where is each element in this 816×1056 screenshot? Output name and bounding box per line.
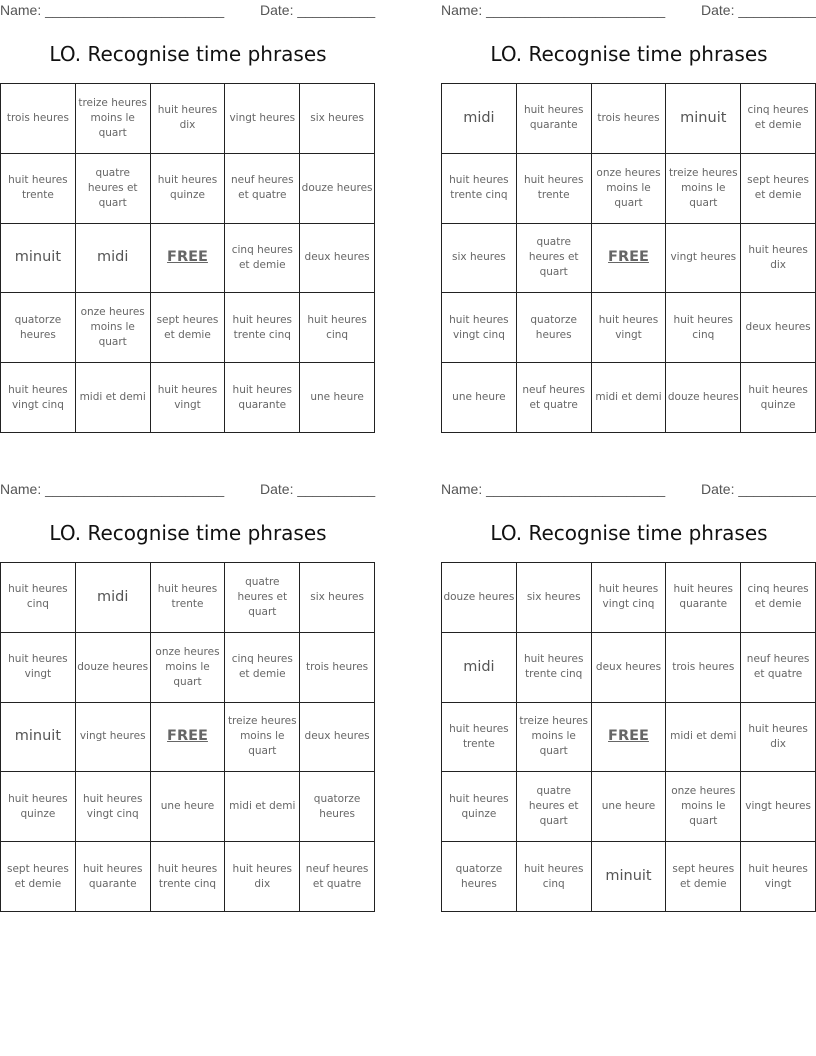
free-space: FREE	[151, 703, 226, 773]
date-field: Date: __________	[260, 481, 376, 497]
bingo-cell: huit heures vingt	[741, 842, 816, 912]
bingo-cell: midi	[442, 633, 517, 703]
bingo-cell: trois heures	[300, 633, 375, 703]
bingo-cell: deux heures	[741, 293, 816, 363]
bingo-cell: vingt heures	[741, 772, 816, 842]
bingo-cell: huit heures quinze	[442, 772, 517, 842]
bingo-cell: onze heures moins le quart	[151, 633, 226, 703]
bingo-cell: minuit	[1, 224, 76, 294]
bingo-cell: huit heures quarante	[517, 84, 592, 154]
free-space: FREE	[592, 224, 667, 294]
name-field: Name: _______________________	[441, 481, 666, 497]
bingo-cell: huit heures dix	[741, 224, 816, 294]
bingo-cell: huit heures trente cinq	[517, 633, 592, 703]
bingo-cell: onze heures moins le quart	[592, 154, 667, 224]
bingo-cell: huit heures trente	[1, 154, 76, 224]
bingo-cell: douze heures	[666, 363, 741, 433]
bingo-cell: huit heures trente cinq	[442, 154, 517, 224]
bingo-cell: sept heures et demie	[1, 842, 76, 912]
bingo-cell: deux heures	[592, 633, 667, 703]
card-title: LO. Recognise time phrases	[49, 521, 327, 545]
bingo-cell: quatorze heures	[442, 842, 517, 912]
bingo-cell: midi et demi	[666, 703, 741, 773]
bingo-cell: huit heures vingt	[151, 363, 226, 433]
bingo-cell: huit heures vingt cinq	[1, 363, 76, 433]
bingo-cell: midi	[76, 224, 151, 294]
bingo-cell: une heure	[151, 772, 226, 842]
date-field: Date: __________	[260, 2, 376, 18]
bingo-cell: treize heures moins le quart	[76, 84, 151, 154]
name-field: Name: _______________________	[0, 2, 225, 18]
bingo-cell: six heures	[442, 224, 517, 294]
bingo-cell: midi et demi	[592, 363, 667, 433]
free-space: FREE	[592, 703, 667, 773]
bingo-cell: huit heures cinq	[300, 293, 375, 363]
bingo-cell: minuit	[666, 84, 741, 154]
card-header	[441, 0, 816, 22]
bingo-cell: huit heures trente cinq	[225, 293, 300, 363]
bingo-cell: huit heures quarante	[666, 563, 741, 633]
bingo-grid	[441, 562, 816, 912]
bingo-cell: midi et demi	[76, 363, 151, 433]
bingo-cell: huit heures cinq	[1, 563, 76, 633]
card-header	[0, 479, 376, 501]
bingo-cell: huit heures dix	[741, 703, 816, 773]
bingo-cell: huit heures vingt cinq	[592, 563, 667, 633]
bingo-cell: huit heures trente	[517, 154, 592, 224]
bingo-cell: huit heures vingt	[592, 293, 667, 363]
bingo-card	[0, 0, 376, 440]
name-field: Name: _______________________	[441, 2, 666, 18]
bingo-cell: vingt heures	[76, 703, 151, 773]
bingo-cell: douze heures	[76, 633, 151, 703]
bingo-cell: trois heures	[666, 633, 741, 703]
bingo-cell: douze heures	[442, 563, 517, 633]
date-field: Date: __________	[701, 481, 816, 497]
bingo-cell: neuf heures et quatre	[741, 633, 816, 703]
bingo-cell: vingt heures	[666, 224, 741, 294]
bingo-cell: onze heures moins le quart	[76, 293, 151, 363]
bingo-cell: cinq heures et demie	[741, 84, 816, 154]
bingo-cell: cinq heures et demie	[225, 633, 300, 703]
bingo-grid	[441, 83, 816, 433]
bingo-cell: douze heures	[300, 154, 375, 224]
bingo-cell: huit heures vingt cinq	[76, 772, 151, 842]
bingo-cell: quatre heures et quart	[517, 224, 592, 294]
bingo-cell: neuf heures et quatre	[300, 842, 375, 912]
bingo-cell: cinq heures et demie	[225, 224, 300, 294]
bingo-cell: treize heures moins le quart	[666, 154, 741, 224]
bingo-cell: onze heures moins le quart	[666, 772, 741, 842]
bingo-cell: une heure	[442, 363, 517, 433]
bingo-cell: neuf heures et quatre	[517, 363, 592, 433]
bingo-cell: huit heures dix	[151, 84, 226, 154]
card-title: LO. Recognise time phrases	[490, 521, 768, 545]
bingo-cell: huit heures quinze	[741, 363, 816, 433]
card-header	[441, 479, 816, 501]
bingo-cell: minuit	[592, 842, 667, 912]
bingo-cell: une heure	[592, 772, 667, 842]
bingo-cell: huit heures quarante	[225, 363, 300, 433]
bingo-cell: quatorze heures	[517, 293, 592, 363]
bingo-cell: huit heures dix	[225, 842, 300, 912]
bingo-cell: quatre heures et quart	[76, 154, 151, 224]
bingo-cell: vingt heures	[225, 84, 300, 154]
bingo-grid	[0, 562, 375, 912]
bingo-cell: huit heures trente cinq	[151, 842, 226, 912]
name-field: Name: _______________________	[0, 481, 225, 497]
bingo-card	[0, 479, 376, 919]
bingo-cell: une heure	[300, 363, 375, 433]
bingo-cell: huit heures vingt	[1, 633, 76, 703]
bingo-cell: sept heures et demie	[741, 154, 816, 224]
bingo-cell: sept heures et demie	[666, 842, 741, 912]
bingo-cell: huit heures trente	[442, 703, 517, 773]
bingo-cell: trois heures	[1, 84, 76, 154]
bingo-cell: treize heures moins le quart	[517, 703, 592, 773]
bingo-cell: quatorze heures	[300, 772, 375, 842]
bingo-cell: trois heures	[592, 84, 667, 154]
bingo-cell: huit heures cinq	[517, 842, 592, 912]
bingo-cell: quatre heures et quart	[517, 772, 592, 842]
bingo-cell: huit heures quinze	[1, 772, 76, 842]
card-title: LO. Recognise time phrases	[49, 42, 327, 66]
bingo-cell: quatorze heures	[1, 293, 76, 363]
bingo-cell: six heures	[517, 563, 592, 633]
card-title: LO. Recognise time phrases	[490, 42, 768, 66]
bingo-cell: deux heures	[300, 224, 375, 294]
bingo-cell: quatre heures et quart	[225, 563, 300, 633]
bingo-card	[441, 0, 816, 440]
date-field: Date: __________	[701, 2, 816, 18]
bingo-grid	[0, 83, 375, 433]
bingo-cell: midi	[442, 84, 517, 154]
free-space: FREE	[151, 224, 226, 294]
card-header	[0, 0, 376, 22]
bingo-cell: deux heures	[300, 703, 375, 773]
bingo-cell: huit heures quarante	[76, 842, 151, 912]
bingo-cell: minuit	[1, 703, 76, 773]
bingo-cell: huit heures vingt cinq	[442, 293, 517, 363]
bingo-cell: treize heures moins le quart	[225, 703, 300, 773]
bingo-cell: midi et demi	[225, 772, 300, 842]
bingo-cell: cinq heures et demie	[741, 563, 816, 633]
bingo-cell: six heures	[300, 84, 375, 154]
bingo-cell: huit heures cinq	[666, 293, 741, 363]
bingo-cell: sept heures et demie	[151, 293, 226, 363]
bingo-cell: six heures	[300, 563, 375, 633]
bingo-cell: huit heures quinze	[151, 154, 226, 224]
bingo-cell: neuf heures et quatre	[225, 154, 300, 224]
bingo-cell: huit heures trente	[151, 563, 226, 633]
bingo-card	[441, 479, 816, 919]
bingo-cell: midi	[76, 563, 151, 633]
